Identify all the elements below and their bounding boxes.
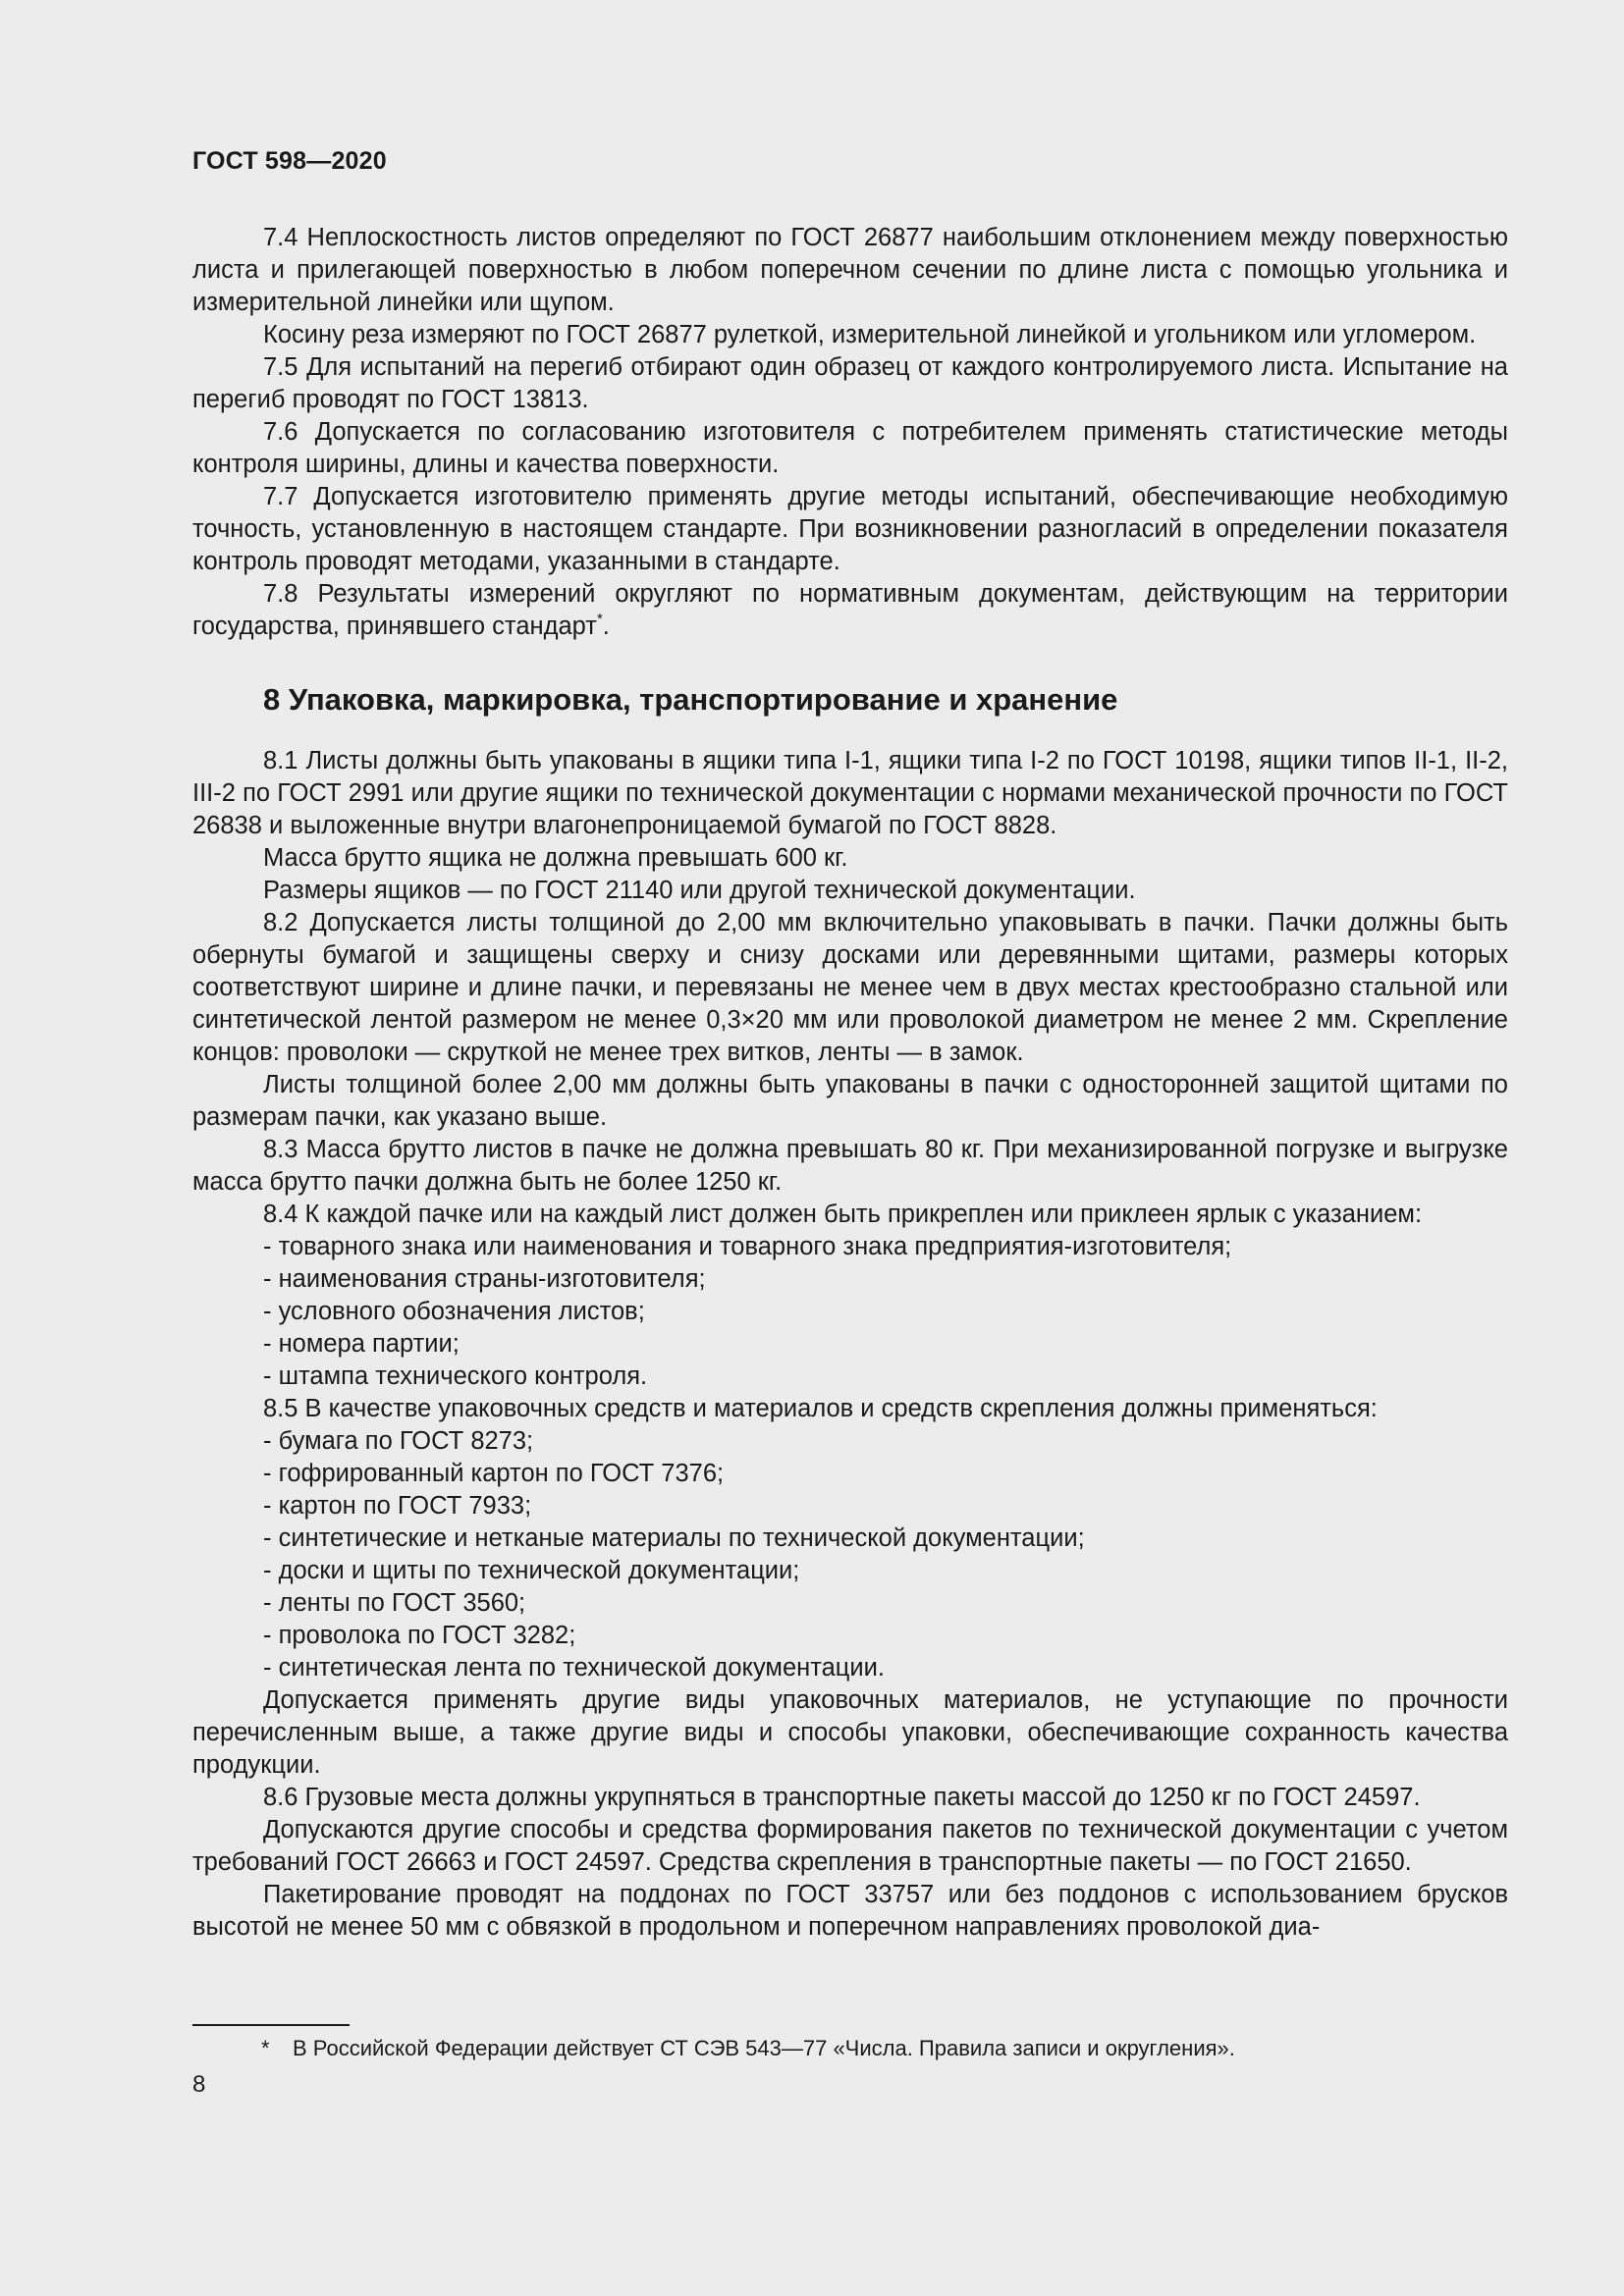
section-8-heading: 8 Упаковка, маркировка, транспортирование и хранение: [263, 682, 1118, 717]
list-item: - бумага по ГОСТ 8273;: [263, 1427, 534, 1455]
paragraph-7-4-cut: Косину реза измеряют по ГОСТ 26877 рулеткой, измерительной линейкой и угольником или угломером.: [263, 321, 1477, 348]
list-item: - картон по ГОСТ 7933;: [263, 1492, 532, 1520]
list-item: - товарного знака или наименования и товарного знака предприятия-изготовителя;: [263, 1233, 1232, 1260]
paragraph-8-6: 8.6 Грузовые места должны укрупняться в транспортные пакеты массой до 1250 кг по ГОСТ 24597.: [263, 1784, 1421, 1811]
paragraph-8-6-other: Допускаются другие способы и средства формирования пакетов по технической документации с учетом требований ГОСТ 26663 и ГОСТ 24597. Средства скрепления в транспортные пакеты — по ГОСТ 21650.: [192, 1816, 1508, 1876]
list-item: - наименования страны-изготовителя;: [263, 1265, 706, 1293]
paragraph-8-5-other: Допускается применять другие виды упаковочных материалов, не уступающие по прочности перечисленным выше, а также другие виды и способы упаковки, обеспечивающие сохранность качества продукции.: [192, 1686, 1508, 1779]
paragraph-8-1: 8.1 Листы должны быть упакованы в ящики типа I-1, ящики типа I-2 по ГОСТ 10198, ящики типов II-1, II-2, III-2 по ГОСТ 2991 или другие ящики по технической документации с нормами механической прочности по ГОСТ 26838 и выложенные внутри влагонепроницаемой бумагой по ГОСТ 8828.: [192, 747, 1508, 839]
footnote-mark: *: [261, 2036, 270, 2060]
footnote-text: В Российской Федерации действует СТ СЭВ 543—77 «Числа. Правила записи и округления».: [293, 2036, 1235, 2060]
footnote: [261, 2034, 1235, 2063]
list-item: - ленты по ГОСТ 3560;: [263, 1589, 526, 1617]
paragraph-8-4: 8.4 К каждой пачке или на каждый лист должен быть прикреплен или приклеен ярлык с указанием:: [263, 1201, 1423, 1228]
paragraph-8-2-thick: Листы толщиной более 2,00 мм должны быть упакованы в пачки с односторонней защитой щитами по размерам пачки, как указано выше.: [192, 1071, 1508, 1131]
paragraph-8-1-sizes: Размеры ящиков — по ГОСТ 21140 или другой технической документации.: [263, 877, 1136, 904]
page-number: 8: [192, 2071, 206, 2098]
list-item: - штампа технического контроля.: [263, 1362, 648, 1390]
document-header: ГОСТ 598—2020: [192, 147, 387, 175]
footnote-divider: [192, 2024, 350, 2026]
footnote-reference[interactable]: *: [596, 611, 603, 627]
paragraph-8-3: 8.3 Масса брутто листов в пачке не должна превышать 80 кг. При механизированной погрузке и выгрузке масса брутто пачки должна быть не более 1250 кг.: [192, 1136, 1508, 1196]
paragraph-7-5: 7.5 Для испытаний на перегиб отбирают один образец от каждого контролируемого листа. Испытание на перегиб проводят по ГОСТ 13813.: [192, 353, 1508, 413]
paragraph-8-6-pallets: Пакетирование проводят на поддонах по ГОСТ 33757 или без поддонов с использованием брусков высотой не менее 50 мм с обвязкой в продольном и поперечном направлениях проволокой диа-: [192, 1881, 1508, 1941]
list-item: - номера партии;: [263, 1330, 460, 1358]
list-item: - условного обозначения листов;: [263, 1298, 645, 1325]
paragraph-7-4: 7.4 Неплоскостность листов определяют по ГОСТ 26877 наибольшим отклонением между поверхностью листа и прилегающей поверхностью в любом поперечном сечении по длине листа с помощью угольника и измерительной линейки или щупом.: [192, 224, 1508, 316]
paragraph-8-2: 8.2 Допускается листы толщиной до 2,00 мм включительно упаковывать в пачки. Пачки должны быть обернуты бумагой и защищены сверху и снизу досками или деревянными щитами, размеры которых соответствуют ширине и длине пачки, и перевязаны не менее чем в двух местах крестообразно стальной или синтетической лентой размером не менее 0,3×20 мм или проволокой диаметром не менее 2 мм. Скрепление концов: проволоки — скруткой не менее трех витков, ленты — в замок.: [192, 909, 1508, 1066]
paragraph-7-8-end: .: [602, 613, 610, 640]
list-item: - проволока по ГОСТ 3282;: [263, 1622, 576, 1649]
paragraph-7-7: 7.7 Допускается изготовителю применять другие методы испытаний, обеспечивающие необходимую точность, установленную в настоящем стандарте. При возникновении разногласий в определении показателя контроль проводят методами, указанными в стандарте.: [192, 483, 1508, 575]
paragraph-7-6: 7.6 Допускается по согласованию изготовителя с потребителем применять статистические методы контроля ширины, длины и качества поверхности.: [192, 418, 1508, 478]
list-item: - синтетическая лента по технической документации.: [263, 1654, 885, 1682]
list-item: - синтетические и нетканые материалы по технической документации;: [263, 1524, 1085, 1552]
page-body: [192, 222, 1508, 1944]
paragraph-7-8: [192, 578, 1508, 643]
list-item: - гофрированный картон по ГОСТ 7376;: [263, 1460, 725, 1487]
list-item: - доски и щиты по технической документации;: [263, 1557, 800, 1584]
paragraph-8-1-mass: Масса брутто ящика не должна превышать 600 кг.: [263, 844, 848, 872]
paragraph-7-8-text: 7.8 Результаты измерений округляют по нормативным документам, действующим на территории государства, принявшего стандарт: [192, 580, 1508, 640]
paragraph-8-5: 8.5 В качестве упаковочных средств и материалов и средств скрепления должны применяться:: [263, 1395, 1378, 1422]
